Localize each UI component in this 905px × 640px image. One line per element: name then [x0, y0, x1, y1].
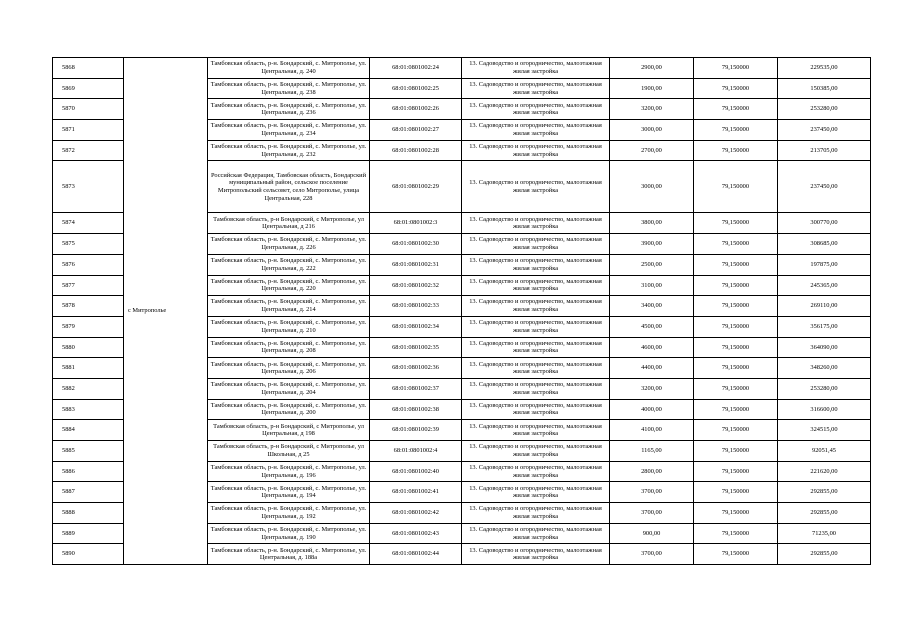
- specific-value-cell: 79,150000: [694, 254, 778, 275]
- row-number-cell: 5878: [53, 296, 124, 317]
- area-cell: 4600,00: [610, 337, 694, 358]
- address-cell: Тамбовская область, р-н. Бондарский, с. Митрополье, ул. Центральная, д. 188а: [208, 544, 370, 565]
- address-cell: Российская Федерация, Тамбовская область, Бондарский муниципальный район, сельское поселение Митропольский сельсовет, село Митрополье, улица Центральная, 228: [208, 161, 370, 213]
- area-cell: 1900,00: [610, 78, 694, 99]
- land-use-cell: 13. Садоводство и огородничество, малоэтажная жилая застройка: [462, 399, 610, 420]
- cadastral-number-cell: 68:01:0801002:25: [370, 78, 462, 99]
- cadastral-value-cell: 221620,00: [778, 461, 871, 482]
- area-cell: 4500,00: [610, 316, 694, 337]
- specific-value-cell: 79,150000: [694, 337, 778, 358]
- land-use-cell: 13. Садоводство и огородничество, малоэтажная жилая застройка: [462, 120, 610, 141]
- cadastral-value-table: [52, 57, 871, 565]
- address-cell: Тамбовская область, р-н. Бондарский, с. Митрополье, ул. Центральная, д. 226: [208, 234, 370, 255]
- specific-value-cell: 79,150000: [694, 523, 778, 544]
- cadastral-value-cell: 324515,00: [778, 420, 871, 441]
- table-row: [53, 58, 871, 79]
- specific-value-cell: 79,150000: [694, 441, 778, 462]
- specific-value-cell: 79,150000: [694, 161, 778, 213]
- cadastral-value-cell: 229535,00: [778, 58, 871, 79]
- cadastral-value-cell: 308685,00: [778, 234, 871, 255]
- cadastral-value-cell: 245365,00: [778, 275, 871, 296]
- address-cell: Тамбовская область, р-н. Бондарский, с. Митрополье, ул. Центральная, д. 206: [208, 358, 370, 379]
- address-cell: Тамбовская область, р-н. Бондарский, с. Митрополье, ул. Центральная, д. 240: [208, 58, 370, 79]
- land-use-cell: 13. Садоводство и огородничество, малоэтажная жилая застройка: [462, 461, 610, 482]
- cadastral-value-cell: 316600,00: [778, 399, 871, 420]
- land-use-cell: 13. Садоводство и огородничество, малоэтажная жилая застройка: [462, 213, 610, 234]
- specific-value-cell: 79,150000: [694, 378, 778, 399]
- land-use-cell: 13. Садоводство и огородничество, малоэтажная жилая застройка: [462, 161, 610, 213]
- address-cell: Тамбовская область, р-н. Бондарский, с. Митрополье, ул. Центральная, д. 204: [208, 378, 370, 399]
- cadastral-number-cell: 68:01:0801002:40: [370, 461, 462, 482]
- land-use-cell: 13. Садоводство и огородничество, малоэтажная жилая застройка: [462, 275, 610, 296]
- specific-value-cell: 79,150000: [694, 275, 778, 296]
- row-number-cell: 5869: [53, 78, 124, 99]
- address-cell: Тамбовская область, р-н Бондарский, с Митрополье, ул Школьная, д 25: [208, 441, 370, 462]
- land-use-cell: 13. Садоводство и огородничество, малоэтажная жилая застройка: [462, 358, 610, 379]
- land-use-cell: 13. Садоводство и огородничество, малоэтажная жилая застройка: [462, 337, 610, 358]
- row-number-cell: 5881: [53, 358, 124, 379]
- cadastral-number-cell: 68:01:0801002:24: [370, 58, 462, 79]
- specific-value-cell: 79,150000: [694, 399, 778, 420]
- row-number-cell: 5876: [53, 254, 124, 275]
- address-cell: Тамбовская область, р-н. Бондарский, с. Митрополье, ул. Центральная, д. 200: [208, 399, 370, 420]
- row-number-cell: 5883: [53, 399, 124, 420]
- land-use-cell: 13. Садоводство и огородничество, малоэтажная жилая застройка: [462, 523, 610, 544]
- settlement-cell: с Митрополье: [124, 58, 208, 565]
- specific-value-cell: 79,150000: [694, 461, 778, 482]
- row-number-cell: 5890: [53, 544, 124, 565]
- area-cell: 3400,00: [610, 296, 694, 317]
- area-cell: 3000,00: [610, 161, 694, 213]
- row-number-cell: 5877: [53, 275, 124, 296]
- address-cell: Тамбовская область, р-н. Бондарский, с. Митрополье, ул. Центральная, д. 192: [208, 503, 370, 524]
- area-cell: 2700,00: [610, 140, 694, 161]
- cadastral-number-cell: 68:01:0801002:35: [370, 337, 462, 358]
- address-cell: Тамбовская область, р-н Бондарский, с Митрополье, ул Центральная, д 216: [208, 213, 370, 234]
- specific-value-cell: 79,150000: [694, 544, 778, 565]
- address-cell: Тамбовская область, р-н. Бондарский, с. Митрополье, ул. Центральная, д. 236: [208, 99, 370, 120]
- area-cell: 2500,00: [610, 254, 694, 275]
- area-cell: 2800,00: [610, 461, 694, 482]
- specific-value-cell: 79,150000: [694, 234, 778, 255]
- land-use-cell: 13. Садоводство и огородничество, малоэтажная жилая застройка: [462, 441, 610, 462]
- row-number-cell: 5885: [53, 441, 124, 462]
- cadastral-number-cell: 68:01:0801002:26: [370, 99, 462, 120]
- row-number-cell: 5868: [53, 58, 124, 79]
- row-number-cell: 5882: [53, 378, 124, 399]
- cadastral-value-cell: 269110,00: [778, 296, 871, 317]
- address-cell: Тамбовская область, р-н. Бондарский, с. Митрополье, ул. Центральная, д. 220: [208, 275, 370, 296]
- cadastral-value-cell: 71235,00: [778, 523, 871, 544]
- row-number-cell: 5871: [53, 120, 124, 141]
- address-cell: Тамбовская область, р-н. Бондарский, с. Митрополье, ул. Центральная, д. 210: [208, 316, 370, 337]
- land-use-cell: 13. Садоводство и огородничество, малоэтажная жилая застройка: [462, 378, 610, 399]
- address-cell: Тамбовская область, р-н. Бондарский, с. Митрополье, ул. Центральная, д. 238: [208, 78, 370, 99]
- land-use-cell: 13. Садоводство и огородничество, малоэтажная жилая застройка: [462, 254, 610, 275]
- specific-value-cell: 79,150000: [694, 58, 778, 79]
- row-number-cell: 5879: [53, 316, 124, 337]
- cadastral-number-cell: 68:01:0801002:34: [370, 316, 462, 337]
- cadastral-value-cell: 150385,00: [778, 78, 871, 99]
- area-cell: 3200,00: [610, 99, 694, 120]
- cadastral-number-cell: 68:01:0801002:42: [370, 503, 462, 524]
- cadastral-value-cell: 348260,00: [778, 358, 871, 379]
- area-cell: 3700,00: [610, 544, 694, 565]
- specific-value-cell: 79,150000: [694, 316, 778, 337]
- land-use-cell: 13. Садоводство и огородничество, малоэтажная жилая застройка: [462, 482, 610, 503]
- cadastral-number-cell: 68:01:0801002:32: [370, 275, 462, 296]
- address-cell: Тамбовская область, р-н. Бондарский, с. Митрополье, ул. Центральная, д. 222: [208, 254, 370, 275]
- cadastral-value-cell: 292855,00: [778, 503, 871, 524]
- specific-value-cell: 79,150000: [694, 503, 778, 524]
- row-number-cell: 5889: [53, 523, 124, 544]
- area-cell: 900,00: [610, 523, 694, 544]
- cadastral-number-cell: 68:01:0801002:4: [370, 441, 462, 462]
- cadastral-number-cell: 68:01:0801002:36: [370, 358, 462, 379]
- cadastral-number-cell: 68:01:0801002:38: [370, 399, 462, 420]
- row-number-cell: 5870: [53, 99, 124, 120]
- area-cell: 3000,00: [610, 120, 694, 141]
- land-use-cell: 13. Садоводство и огородничество, малоэтажная жилая застройка: [462, 140, 610, 161]
- cadastral-value-cell: 197875,00: [778, 254, 871, 275]
- cadastral-value-cell: 300770,00: [778, 213, 871, 234]
- row-number-cell: 5887: [53, 482, 124, 503]
- cadastral-value-cell: 292855,00: [778, 482, 871, 503]
- area-cell: 3900,00: [610, 234, 694, 255]
- specific-value-cell: 79,150000: [694, 420, 778, 441]
- specific-value-cell: 79,150000: [694, 99, 778, 120]
- cadastral-number-cell: 68:01:0801002:39: [370, 420, 462, 441]
- specific-value-cell: 79,150000: [694, 296, 778, 317]
- cadastral-value-cell: 92051,45: [778, 441, 871, 462]
- table-body: [53, 58, 871, 565]
- specific-value-cell: 79,150000: [694, 213, 778, 234]
- area-cell: 4100,00: [610, 420, 694, 441]
- area-cell: 4400,00: [610, 358, 694, 379]
- row-number-cell: 5880: [53, 337, 124, 358]
- cadastral-value-cell: 253280,00: [778, 378, 871, 399]
- area-cell: 3700,00: [610, 482, 694, 503]
- land-use-cell: 13. Садоводство и огородничество, малоэтажная жилая застройка: [462, 99, 610, 120]
- cadastral-number-cell: 68:01:0801002:44: [370, 544, 462, 565]
- cadastral-number-cell: 68:01:0801002:41: [370, 482, 462, 503]
- cadastral-number-cell: 68:01:0801002:30: [370, 234, 462, 255]
- area-cell: 4000,00: [610, 399, 694, 420]
- cadastral-number-cell: 68:01:0801002:28: [370, 140, 462, 161]
- address-cell: Тамбовская область, р-н. Бондарский, с. Митрополье, ул. Центральная, д. 190: [208, 523, 370, 544]
- specific-value-cell: 79,150000: [694, 78, 778, 99]
- address-cell: Тамбовская область, р-н. Бондарский, с. Митрополье, ул. Центральная, д. 232: [208, 140, 370, 161]
- address-cell: Тамбовская область, р-н. Бондарский, с. Митрополье, ул. Центральная, д. 208: [208, 337, 370, 358]
- row-number-cell: 5873: [53, 161, 124, 213]
- specific-value-cell: 79,150000: [694, 140, 778, 161]
- cadastral-number-cell: 68:01:0801002:29: [370, 161, 462, 213]
- area-cell: 2900,00: [610, 58, 694, 79]
- address-cell: Тамбовская область, р-н. Бондарский, с. Митрополье, ул. Центральная, д. 214: [208, 296, 370, 317]
- specific-value-cell: 79,150000: [694, 482, 778, 503]
- cadastral-value-cell: 213705,00: [778, 140, 871, 161]
- cadastral-number-cell: 68:01:0801002:31: [370, 254, 462, 275]
- land-use-cell: 13. Садоводство и огородничество, малоэтажная жилая застройка: [462, 296, 610, 317]
- cadastral-value-cell: 237450,00: [778, 120, 871, 141]
- land-use-cell: 13. Садоводство и огородничество, малоэтажная жилая застройка: [462, 78, 610, 99]
- address-cell: Тамбовская область, р-н. Бондарский, с. Митрополье, ул. Центральная, д. 196: [208, 461, 370, 482]
- cadastral-value-cell: 292855,00: [778, 544, 871, 565]
- cadastral-number-cell: 68:01:0801002:43: [370, 523, 462, 544]
- specific-value-cell: 79,150000: [694, 120, 778, 141]
- row-number-cell: 5888: [53, 503, 124, 524]
- cadastral-value-cell: 237450,00: [778, 161, 871, 213]
- area-cell: 3800,00: [610, 213, 694, 234]
- address-cell: Тамбовская область, р-н. Бондарский, с. Митрополье, ул. Центральная, д. 234: [208, 120, 370, 141]
- area-cell: 3700,00: [610, 503, 694, 524]
- cadastral-value-cell: 364090,00: [778, 337, 871, 358]
- address-cell: Тамбовская область, р-н Бондарский, с Митрополье, ул Центральная, д 198: [208, 420, 370, 441]
- address-cell: Тамбовская область, р-н. Бондарский, с. Митрополье, ул. Центральная, д. 194: [208, 482, 370, 503]
- area-cell: 1165,00: [610, 441, 694, 462]
- cadastral-value-cell: 253280,00: [778, 99, 871, 120]
- land-use-cell: 13. Садоводство и огородничество, малоэтажная жилая застройка: [462, 316, 610, 337]
- land-use-cell: 13. Садоводство и огородничество, малоэтажная жилая застройка: [462, 234, 610, 255]
- row-number-cell: 5875: [53, 234, 124, 255]
- area-cell: 3200,00: [610, 378, 694, 399]
- land-use-cell: 13. Садоводство и огородничество, малоэтажная жилая застройка: [462, 58, 610, 79]
- cadastral-value-cell: 356175,00: [778, 316, 871, 337]
- specific-value-cell: 79,150000: [694, 358, 778, 379]
- row-number-cell: 5872: [53, 140, 124, 161]
- row-number-cell: 5886: [53, 461, 124, 482]
- cadastral-number-cell: 68:01:0801002:33: [370, 296, 462, 317]
- land-use-cell: 13. Садоводство и огородничество, малоэтажная жилая застройка: [462, 420, 610, 441]
- row-number-cell: 5884: [53, 420, 124, 441]
- cadastral-number-cell: 68:01:0801002:27: [370, 120, 462, 141]
- cadastral-number-cell: 68:01:0801002:37: [370, 378, 462, 399]
- row-number-cell: 5874: [53, 213, 124, 234]
- land-use-cell: 13. Садоводство и огородничество, малоэтажная жилая застройка: [462, 503, 610, 524]
- land-use-cell: 13. Садоводство и огородничество, малоэтажная жилая застройка: [462, 544, 610, 565]
- cadastral-number-cell: 68:01:0801002:3: [370, 213, 462, 234]
- area-cell: 3100,00: [610, 275, 694, 296]
